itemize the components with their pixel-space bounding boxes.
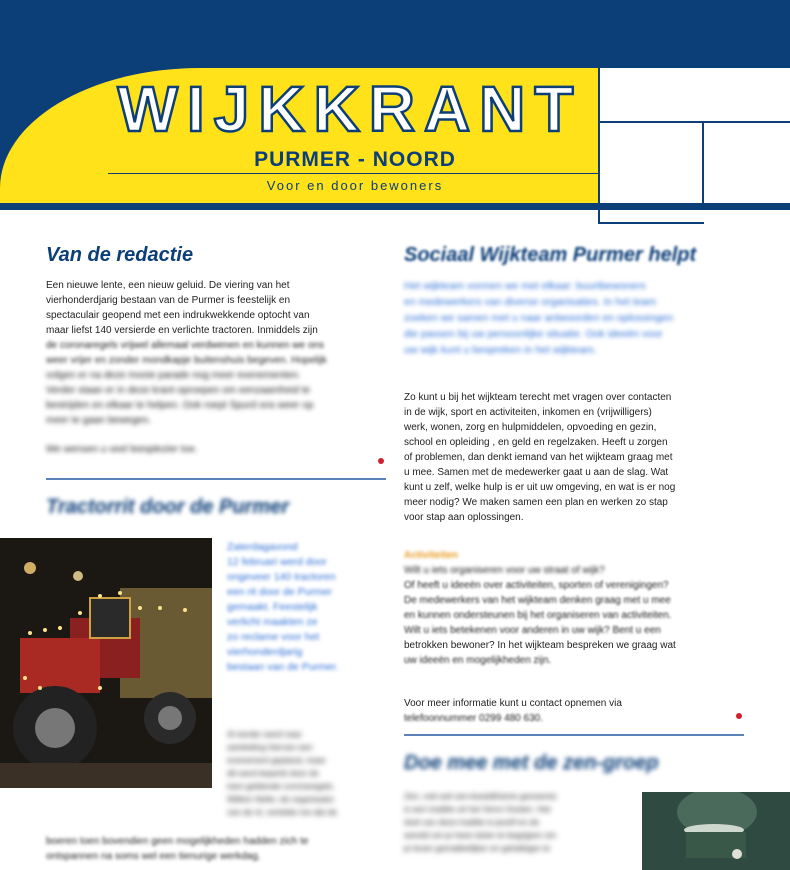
text-line: uw wijk kunt u bespreken in het wijkteam.	[404, 344, 597, 356]
text-line: Verder staan er in deze krant oproepen om eenzaamheid te	[46, 385, 311, 396]
text-line: een rit door de Purmer	[227, 586, 333, 598]
text-line: ongeveer 140 tractoren	[227, 571, 336, 583]
article-body-redactie	[46, 278, 386, 457]
tractor-illustration	[0, 538, 212, 788]
article-continuation-tractorrit	[46, 834, 386, 864]
text-line: Zo kunt u bij het wijkteam terecht met vragen over contacten	[404, 392, 672, 403]
text-line: van de rit, vertelde me dat de	[227, 807, 338, 817]
text-line: Zen, ook wel zen-boeddhisme genoemd,	[404, 791, 558, 801]
article-body-wijkteam	[404, 390, 754, 525]
article-heading-tractorrit: Tractorrit door de Purmer	[46, 496, 290, 518]
text-line: zoeken we samen met u naar antwoorden en oplossingen	[404, 312, 674, 324]
text-line: je leven gemakkelijker en gelukkiger te	[404, 843, 550, 853]
text-line: toen geldende coronaregels.	[227, 781, 335, 791]
article-activiteiten	[404, 563, 754, 668]
text-line: Of heeft u ideeën over activiteiten, sporten of verenigingen?	[404, 580, 669, 591]
text-line: of problemen, dan denkt iemand van het wijkteam graag met	[404, 452, 673, 463]
divider	[108, 173, 598, 174]
text-line: spectaculair geopend met een indrukwekkende optocht van	[46, 310, 310, 321]
zen-photo	[642, 792, 790, 870]
text-line: Het wijkteam vormen we met elkaar: buurtbewoners	[404, 280, 646, 292]
text-line: De medewerkers van het wijkteam denken graag met u mee	[404, 595, 671, 606]
text-line: weer vrijer en zonder mondkapje buitenshuis begeven. Hopelijk	[46, 355, 327, 366]
masthead-tagline: Voor en door bewoners	[266, 178, 444, 193]
tractor-photo	[0, 538, 212, 788]
text-line: de coronaregels vrijwel allemaal verdwenen en kunnen we ons	[46, 340, 324, 351]
divider	[598, 222, 704, 224]
text-line: uw ideeën en mogelijkheden zijn.	[404, 655, 552, 666]
text-line: u mee. Samen met de medewerker gaat u aan de slag. Wat	[404, 467, 669, 478]
text-line: Wilt u iets organiseren voor uw straat of wijk?	[404, 565, 605, 576]
text-line: ontspannen na soms wel een tienurige werkdag.	[46, 851, 261, 862]
text-line: Willem Nefer, de organisator	[227, 794, 335, 804]
text-line: Zaterdagavond	[227, 541, 298, 553]
masthead-subtitle: PURMER - NOORD	[254, 148, 456, 171]
text-line: 12 februari werd door	[227, 556, 327, 568]
article-intro-tractorrit	[227, 540, 377, 675]
text-line: Een nieuwe lente, een nieuw geluid. De viering van het	[46, 280, 290, 291]
article-heading-zen: Doe mee met de zen-groep	[404, 752, 659, 774]
text-line: We wensen u veel leesplezier toe.	[46, 444, 198, 455]
text-line: volgen er na deze mooie parade nog meer evenementen.	[46, 370, 301, 381]
text-line: aanleiding hiervan een	[227, 742, 313, 752]
divider	[404, 734, 744, 736]
text-line: Wilt u iets betekenen voor anderen in uw wijk? Bent u een	[404, 625, 661, 636]
end-bullet	[736, 713, 742, 719]
text-line: meer nodig? We maken samen een plan en werken zo stap	[404, 497, 668, 508]
text-line: in de wijk, sport en activiteiten, inkomen en (vrijwilligers)	[404, 407, 652, 418]
article-intro-wijkteam	[404, 278, 754, 358]
masthead-address-box	[598, 68, 790, 203]
text-line: zo reclame voor het	[227, 631, 320, 643]
article-heading-wijkteam: Sociaal Wijkteam Purmer helpt	[404, 244, 697, 266]
text-line: school en opleiding , en geld en regelzaken. Heeft u zorgen	[404, 437, 668, 448]
zen-illustration	[642, 792, 790, 870]
article-contact-wijkteam	[404, 696, 754, 726]
text-line: meer te gaan bewegen.	[46, 415, 152, 426]
divider	[702, 121, 704, 203]
text-line: dit werd beperkt door de	[227, 768, 319, 778]
text-line: boeren toen bovendien geen mogelijkheden hadden zich te	[46, 836, 309, 847]
masthead-title: WIJKKRANT	[117, 73, 583, 145]
end-bullet	[378, 458, 384, 464]
text-line: en kunnen ondersteunen bij het organiseren van activiteiten.	[404, 610, 672, 621]
divider	[46, 478, 386, 480]
section-label-activiteiten: Activiteiten	[404, 550, 458, 561]
text-line: is een traditie uit het Verre Oosten. Het	[404, 804, 551, 814]
article-body-zen	[404, 790, 634, 855]
text-line: doel van deze traditie is jezelf en de	[404, 817, 540, 827]
text-line: betrokken bewoner? In het wijkteam bespreken we graag wat	[404, 640, 676, 651]
text-line: kunt u zelf, welke hulp is er uit uw omgeving, en wat is er nog	[404, 482, 676, 493]
text-line: bestrijden en elkaar te helpen. Ook roept Spurd ons weer op	[46, 400, 314, 411]
text-line: bestaan van de Purmer.	[227, 661, 339, 673]
text-line: maar liefst 140 versierde en verlichte tractoren. Inmiddels zijn	[46, 325, 318, 336]
text-line: Voor meer informatie kunt u contact opnemen via	[404, 698, 622, 709]
text-line: vierhonderdjarig	[227, 646, 303, 658]
text-line: telefoonnummer 0299 480 630.	[404, 713, 543, 724]
text-line: voor stap aan oplossingen.	[404, 512, 524, 523]
text-line: die passen bij uw persoonlijke situatie. Ook ideeën voor	[404, 328, 663, 340]
text-line: gemaakt. Feestelijk	[227, 601, 318, 613]
text-line: verlicht maakten ze	[227, 616, 318, 628]
text-line: evenement gepland, maar	[227, 755, 326, 765]
text-line: Al eerder werd naar	[227, 729, 302, 739]
text-line: wereld om je heen beter te begrijpen om	[404, 830, 557, 840]
article-heading-redactie: Van de redactie	[46, 244, 194, 266]
article-body-tractorrit	[227, 728, 377, 819]
text-line: werk, wonen, zorg en hulpmiddelen, opvoeding en gezin,	[404, 422, 657, 433]
text-line: vierhonderdjarig bestaan van de Purmer is feestelijk en	[46, 295, 291, 306]
divider	[598, 121, 790, 123]
text-line: en medewerkers van diverse organisaties. In het team	[404, 296, 657, 308]
